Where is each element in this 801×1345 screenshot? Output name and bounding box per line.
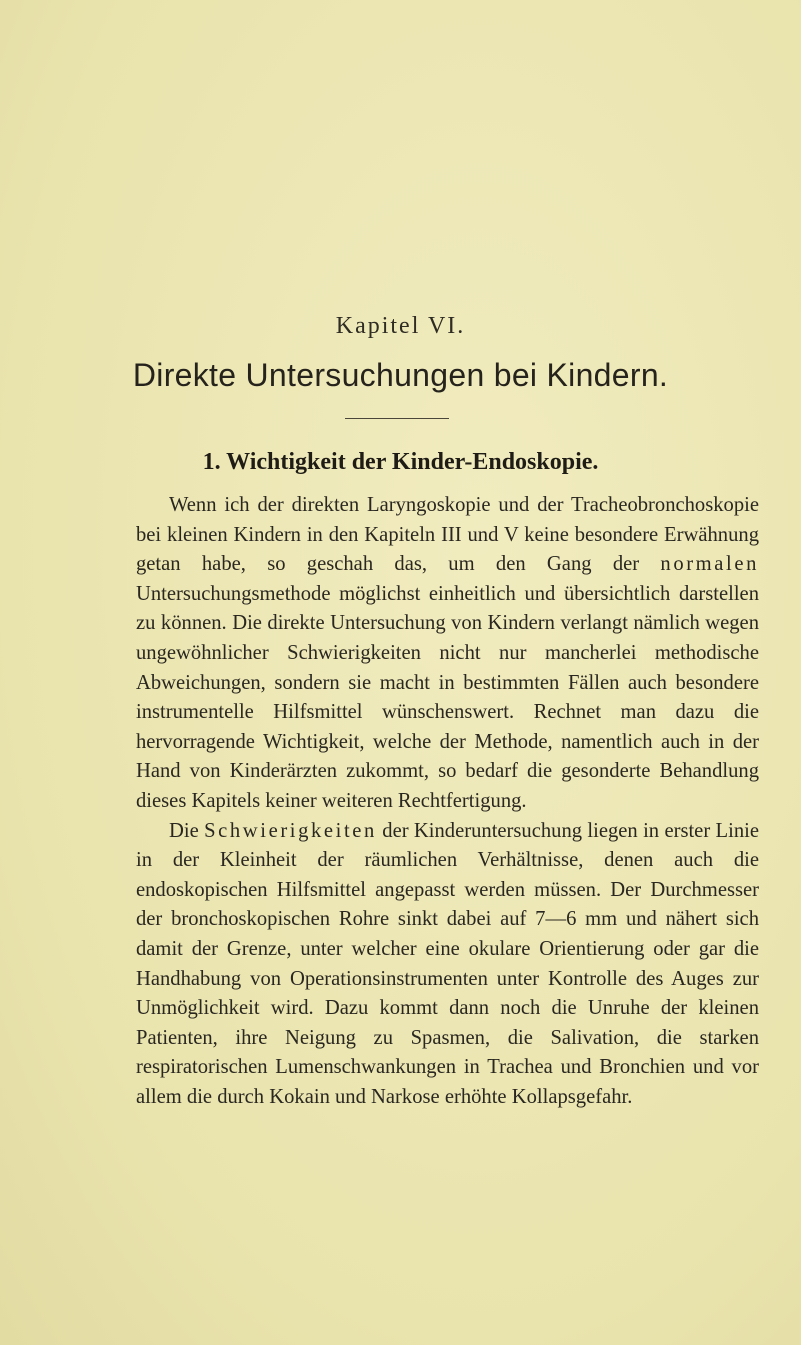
paragraph-text: Die bbox=[169, 819, 205, 842]
paragraph-text: Untersuchungsmethode möglichst einheitlich und übersichtlich darstellen zu können. Die direkte Untersuchung von Kindern verlangt nämlich wegen ungewöhnlicher Schwierigkeiten nicht nur mancherlei methodische Abweichungen, sondern sie macht in bestimmten Fällen auch besondere instrumentelle Hilfsmittel wünschenswert. Rechnet man dazu die hervorragende Wichtigkeit, welche der Methode, namentlich auch in der Hand von Kinderärzten zukommt, so bedarf die gesonderte Behandlung dieses Kapitels keiner weiteren Rechtfertigung. bbox=[136, 582, 759, 812]
emphasis-text: normalen bbox=[660, 553, 759, 576]
paragraph-text: Wenn ich der direkten Laryngoskopie und der Tracheobronchoskopie bei kleinen Kindern in den Kapiteln III und V keine besondere Erwähnung getan habe, so geschah das, um den Gang der bbox=[136, 494, 759, 576]
chapter-title: Direkte Untersuchungen bei Kindern. bbox=[132, 357, 669, 393]
paragraph-text: der Kinderuntersuchung liegen in erster Linie in der Kleinheit der räumlichen Verhältnisse, denen auch die endoskopischen Hilfsmittel angepasst werden müssen. Der Durchmesser der bronchoskopischen Rohre sinkt dabei auf 7—6 mm und nähert sich damit der Grenze, unter welcher eine okulare Orientierung oder gar die Handhabung von Operationsinstrumenten unter Kontrolle des Auges zur Unmöglichkeit wird. Dazu kommt dann noch die Unruhe der kleinen Patienten, ihre Neigung zu Spasmen, die Salivation, die starken respiratorischen Lumenschwankungen in Trachea und Bronchien und vor allem die durch Kokain und Narkose erhöhte Kollapsgefahr. bbox=[136, 819, 759, 1108]
paragraph bbox=[136, 817, 759, 1113]
paragraph bbox=[136, 491, 759, 817]
chapter-label: Kapitel VI. bbox=[335, 313, 466, 339]
body-text bbox=[136, 491, 759, 1112]
title-divider bbox=[345, 418, 449, 419]
emphasis-text: Schwierigkeiten bbox=[204, 819, 377, 842]
section-heading: 1. Wichtigkeit der Kinder-Endoskopie. bbox=[202, 449, 599, 475]
